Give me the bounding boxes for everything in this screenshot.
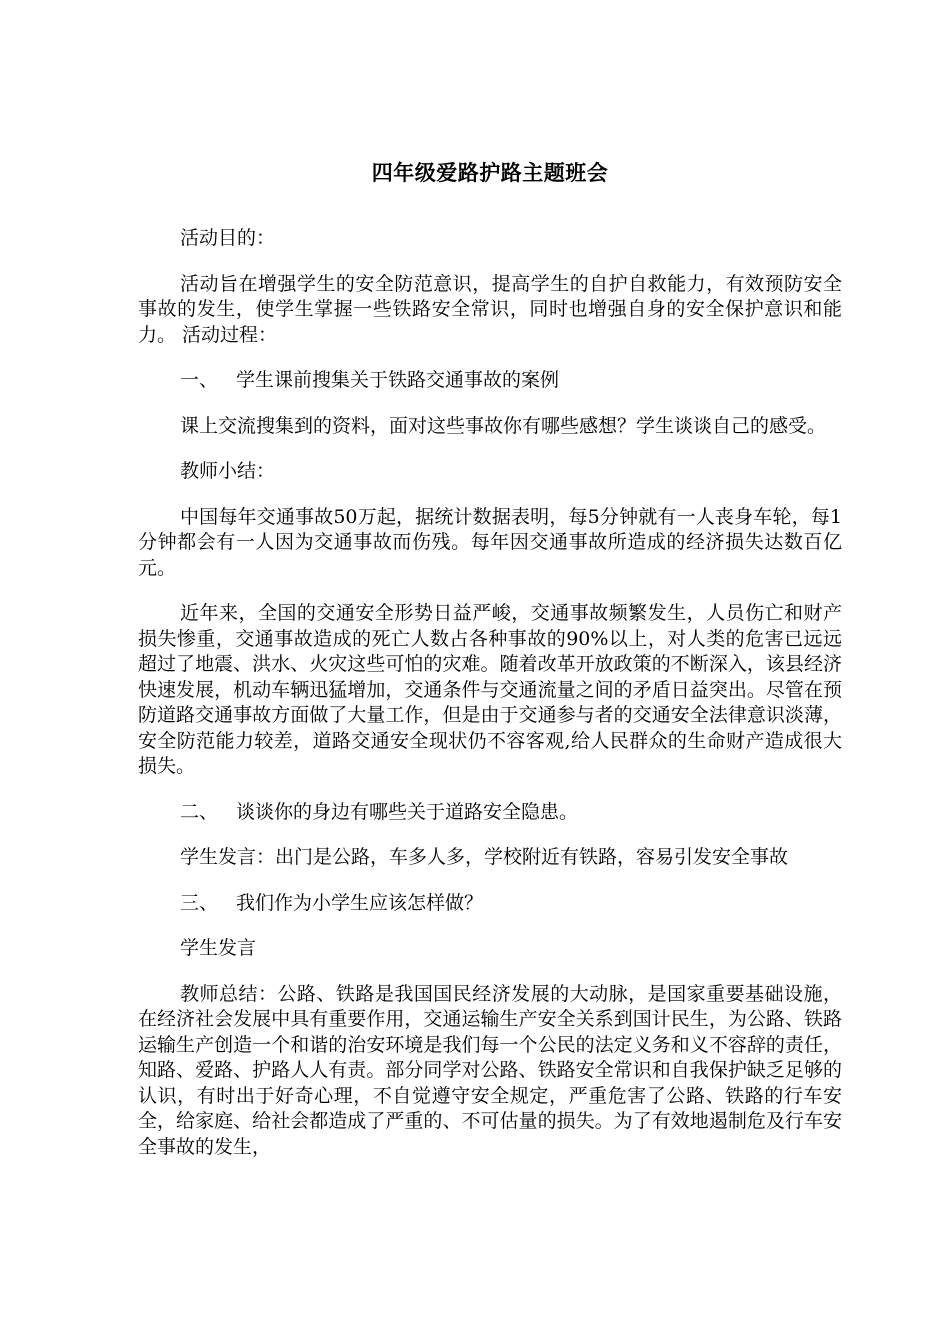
- section-heading-1: [138, 368, 842, 394]
- summary-paragraph-2: 近年来，全国的交通安全形势日益严峻，交通事故频繁发生，人员伤亡和财产损失惨重，交通事故造成的死亡人数占各种事故的90%以上，对人类的危害已远远超过了地震、洪水、火灾这些可怕的灾难。随着改革开放政策的不断深入，该县经济快速发展，机动车辆迅猛增加，交通条件与交通流量之间的矛盾日益突出。尽管在预防道路交通事故方面做了大量工作，但是由于交通参与者的交通安全法律意识淡薄，安全防范能力较差，道路交通安全现状仍不容客观,给人民群众的生命财产造成很大损失。: [138, 602, 842, 777]
- section-title-3: 我们作为小学生应该怎样做？: [236, 891, 484, 914]
- purpose-label: 活动目的：: [180, 227, 276, 249]
- final-summary-paragraph: 教师总结：公路、铁路是我国国民经济发展的大动脉，是国家重要基础设施，在经济社会发展中具有重要作用，交通运输生产安全关系到国计民生，为公路、铁路运输生产创造一个和谐的治安环境是我们每一个公民的法定义务和义不容辞的责任，知路、爱路、护路人人有责。部分同学对公路、铁路安全常识和自我保护缺乏足够的认识，有时出于好奇心理，不自觉遵守安全规定，严重危害了公路、铁路的行车安全，给家庭、给社会都造成了严重的、不可估量的损失。为了有效地遏制危及行车安全事故的发生，: [138, 982, 842, 1158]
- summary-paragraph-1: 中国每年交通事故50万起，据统计数据表明，每5分钟就有一人丧身车轮，每1分钟都会有一人因为交通事故而伤残。每年因交通事故所造成的经济损失达数百亿元。: [138, 505, 842, 579]
- section-number-2: 二、: [180, 800, 219, 823]
- section-title-2: 谈谈你的身边有哪些关于道路安全隐患。: [236, 800, 579, 823]
- document-title: 四年级爱路护路主题班会: [371, 160, 609, 185]
- section-2-paragraph: 学生发言：出门是公路，车多人多，学校附近有铁路，容易引发安全事故: [180, 846, 789, 868]
- document-page: [138, 150, 842, 1180]
- section-3-paragraph: 学生发言: [180, 937, 257, 959]
- section-title-1: 学生课前搜集关于铁路交通事故的案例: [236, 369, 560, 391]
- section-heading-2: [138, 800, 842, 826]
- section-number-1: 一、: [180, 369, 219, 391]
- section-1-paragraph: 课上交流搜集到的资料，面对这些事故你有哪些感想？学生谈谈自己的感受。: [180, 414, 827, 437]
- purpose-paragraph: 活动旨在增强学生的安全防范意识，提高学生的自护自救能力，有效预防安全事故的发生，使学生掌握一些铁路安全常识，同时也增强自身的安全保护意识和能力。 活动过程：: [138, 272, 842, 346]
- section-number-3: 三、: [180, 891, 219, 914]
- teacher-summary-label: 教师小结：: [180, 460, 276, 482]
- section-heading-3: [138, 891, 842, 917]
